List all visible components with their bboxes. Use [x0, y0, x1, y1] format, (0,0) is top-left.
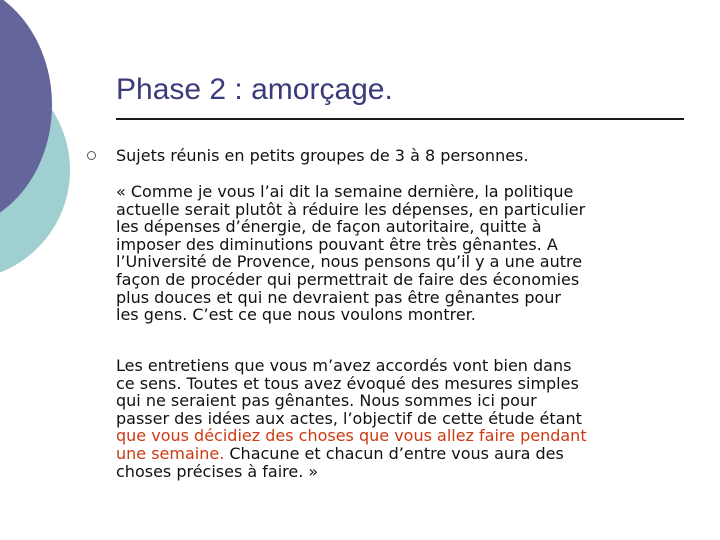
- entretiens-paragraph: [116, 357, 686, 480]
- quote-line: « Comme je vous l’ai dit la semaine dernière, la politique: [116, 182, 574, 201]
- slide-title: Phase 2 : amorçage.: [116, 73, 393, 106]
- mixed-line: [116, 445, 686, 463]
- entretiens-line: qui ne seraient pas gênantes. Nous sommes ici pour: [116, 391, 537, 411]
- highlighted-objective-end: une semaine.: [116, 443, 225, 463]
- title-divider: [116, 118, 684, 120]
- bullet-text: Sujets réunis en petits groupes de 3 à 8 personnes.: [116, 146, 529, 165]
- quote-line: plus douces et qui ne devraient pas être gênantes pour: [116, 287, 561, 307]
- quote-line: les gens. C’est ce que nous voulons montrer.: [116, 305, 476, 325]
- entretiens-line: passer des idées aux actes, l’objectif de cette étude étant: [116, 408, 582, 428]
- entretiens-line: ce sens. Toutes et tous avez évoqué des mesures simples: [116, 373, 579, 393]
- quote-line: imposer des diminutions pouvant être très gênantes. A: [116, 234, 558, 254]
- mixed-line-rest: Chacune et chacun d’entre vous aura des: [224, 443, 564, 463]
- quote-paragraph: [116, 183, 686, 324]
- quote-line: façon de procéder qui permettrait de faire des économies: [116, 269, 580, 289]
- quote-line: actuelle serait plutôt à réduire les dépenses, en particulier: [116, 199, 586, 219]
- entretiens-line: Les entretiens que vous m’avez accordés vont bien dans: [116, 356, 572, 375]
- quote-line: les dépenses d’énergie, de façon autoritaire, quitte à: [116, 217, 542, 237]
- closing-line: choses précises à faire. »: [116, 461, 319, 481]
- quote-line: l’Université de Provence, nous pensons qu’il y a une autre: [116, 252, 583, 272]
- circle-bullet-icon: [87, 151, 96, 160]
- highlighted-objective-line: que vous décidiez des choses que vous allez faire pendant: [116, 426, 587, 446]
